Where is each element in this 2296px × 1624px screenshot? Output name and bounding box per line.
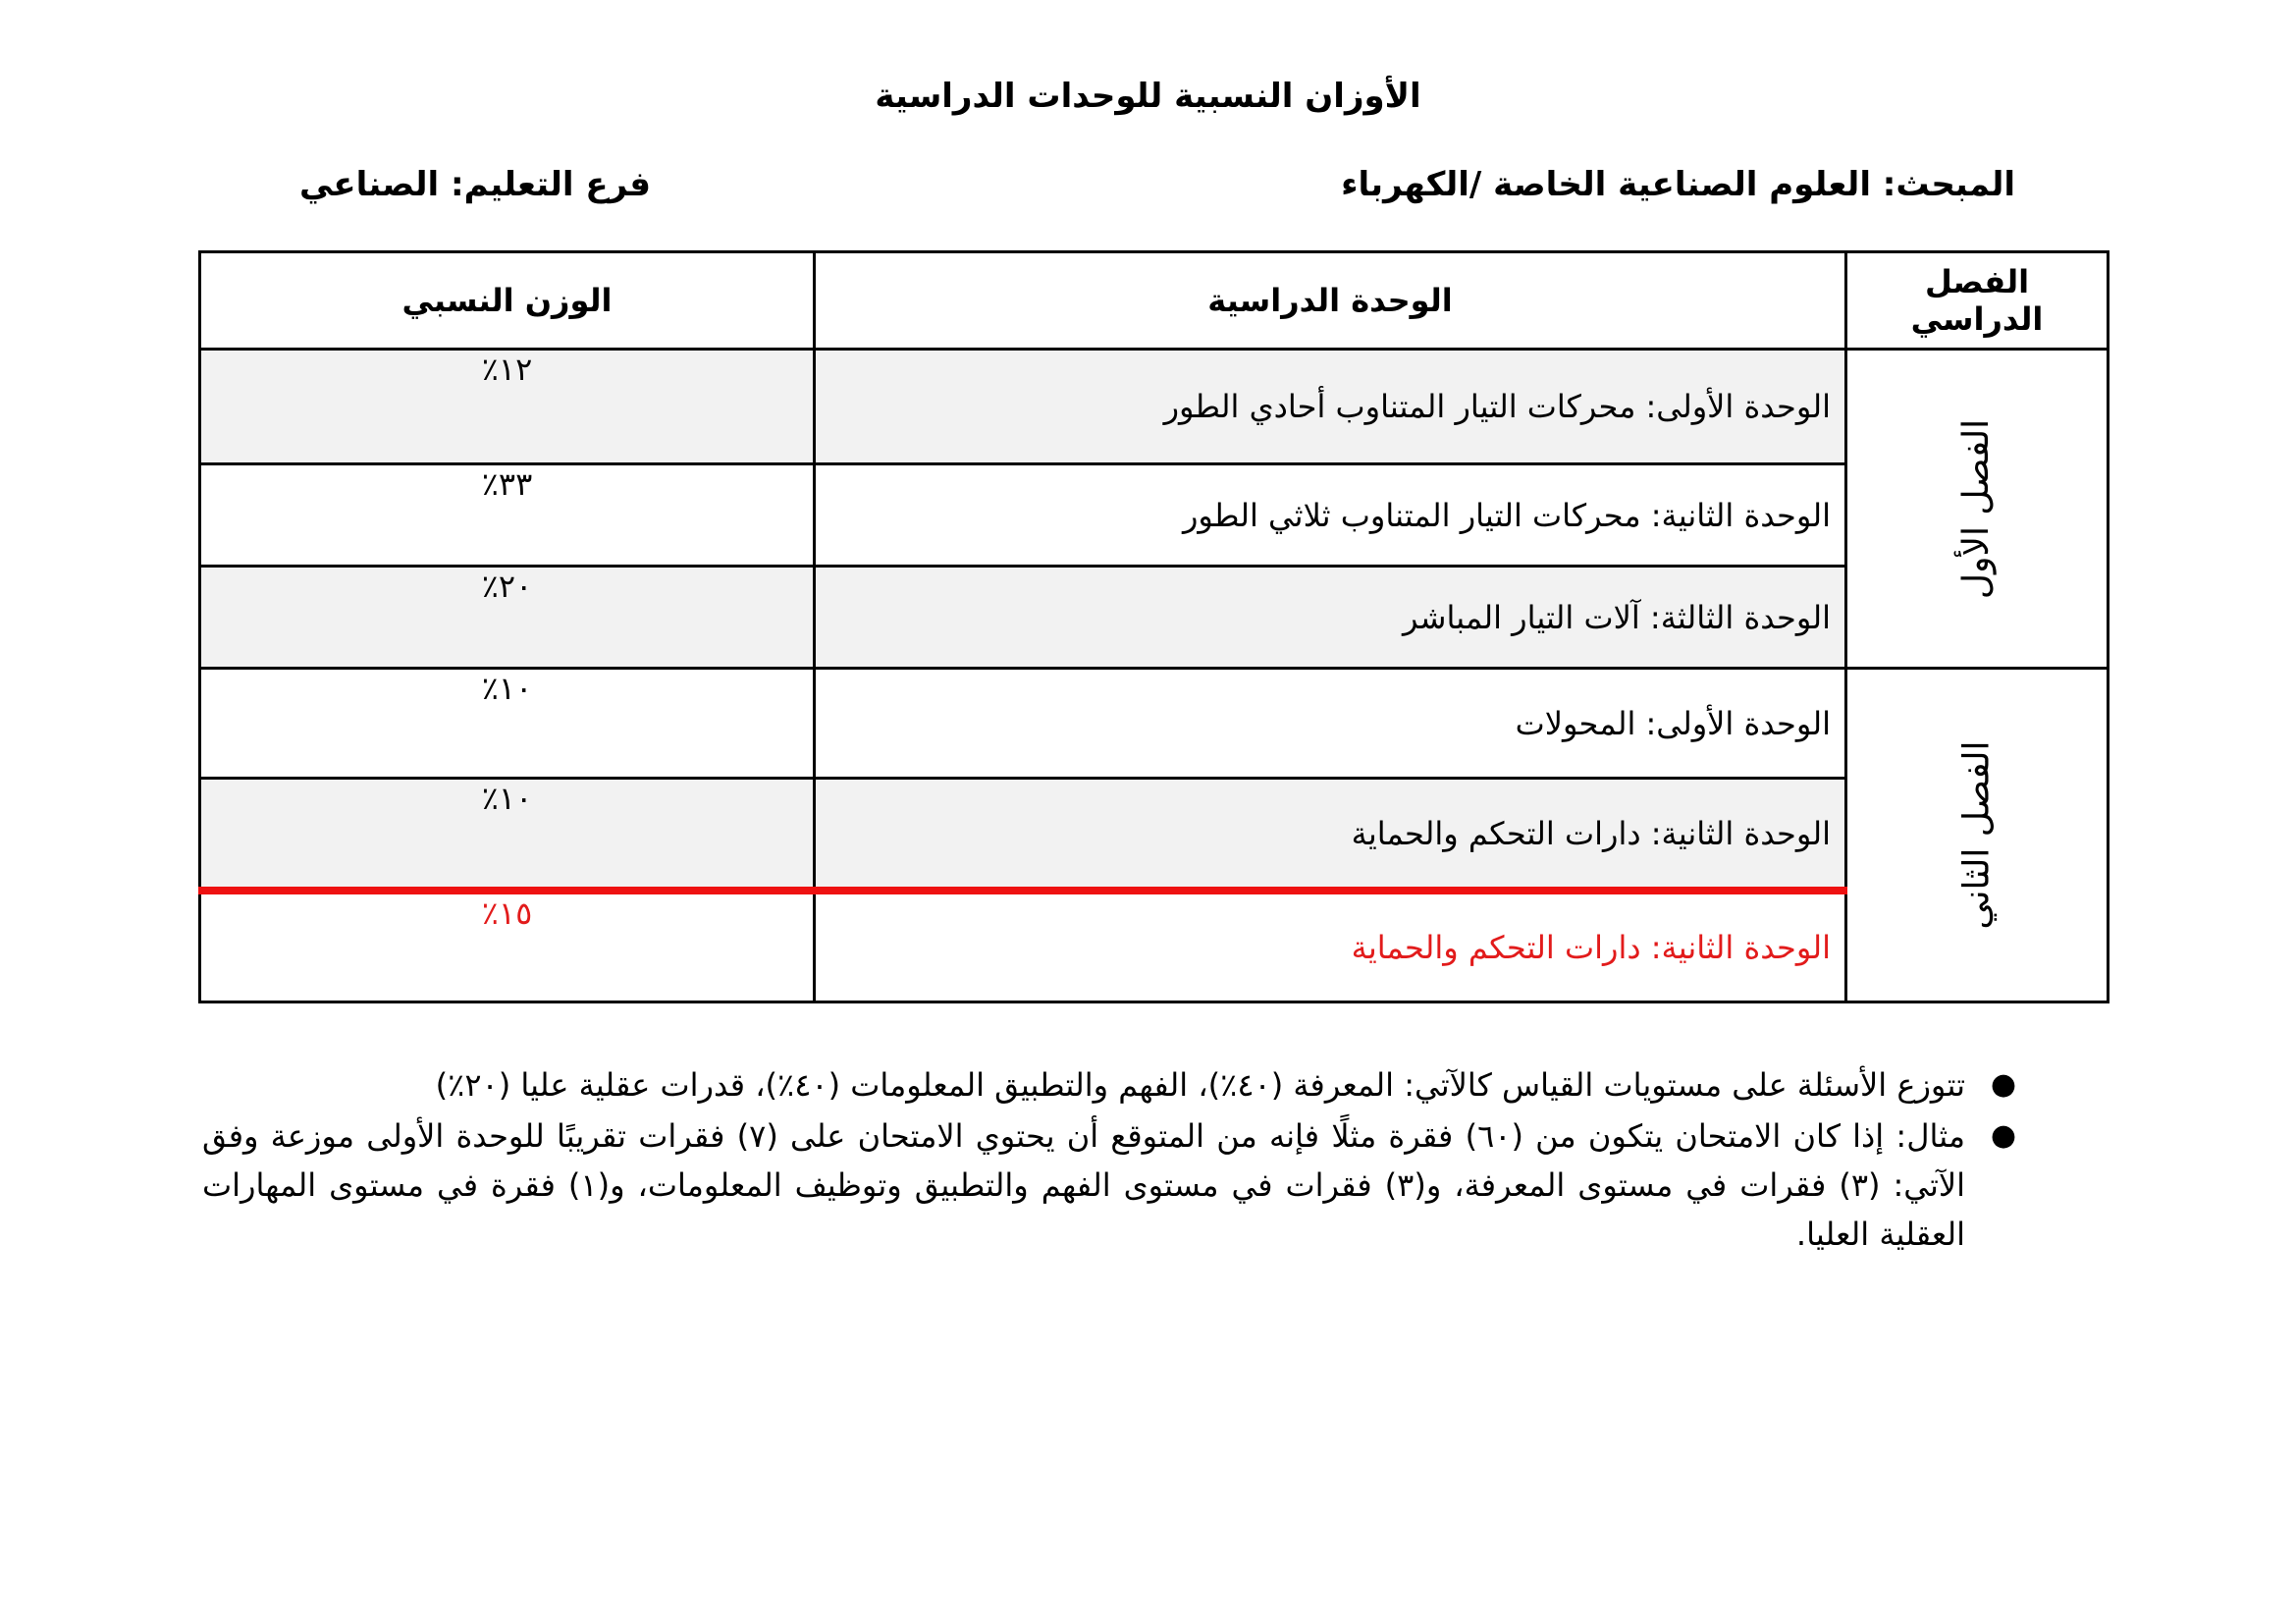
page-title: الأوزان النسبية للوحدات الدراسية xyxy=(875,77,1421,116)
table-row xyxy=(200,669,2109,779)
header-weight: الوزن النسبي xyxy=(200,252,815,350)
bullet-icon: ● xyxy=(1990,1067,2016,1102)
weight-cell-highlighted: ١٥٪ xyxy=(200,891,815,1002)
weight-cell: ١٠٪ xyxy=(200,779,815,892)
unit-cell: الوحدة الثالثة: آلات التيار المباشر xyxy=(815,567,1846,669)
table-row xyxy=(200,779,2109,892)
note-text: تتوزع الأسئلة على مستويات القياس كالآتي: المعرفة (٤٠٪)، الفهم والتطبيق المعلومات (٤٠٪)، قدرات عقلية عليا (٢٠٪) xyxy=(435,1066,1965,1104)
list-item xyxy=(202,1111,2016,1259)
list-item xyxy=(202,1060,2016,1110)
semester-label-second: الفصل الثاني xyxy=(1956,740,1998,930)
unit-cell: الوحدة الثانية: دارات التحكم والحماية xyxy=(815,779,1846,892)
bullet-icon: ● xyxy=(1990,1118,2016,1153)
table-header-row xyxy=(200,252,2109,350)
unit-cell: الوحدة الأولى: محركات التيار المتناوب أحادي الطور xyxy=(815,350,1846,464)
weight-cell: ٣٣٪ xyxy=(200,464,815,567)
weight-cell: ٢٠٪ xyxy=(200,567,815,669)
note-text: مثال: إذا كان الامتحان يتكون من (٦٠) فقرة مثلًا فإنه من المتوقع أن يحتوي الامتحان على (٧) فقرات تقريبًا للوحدة الأولى موزعة وفق الآتي: (٣) فقرات في مستوى المعرفة، و(٣) فقرات في مستوى الفهم والتطبيق وتوظيف المعلومات، و(١) فقرة في مستوى المهارات العقلية العليا. xyxy=(202,1117,1966,1253)
semester-label-first: الفصل الأول xyxy=(1956,418,1998,599)
weight-cell: ١٢٪ xyxy=(200,350,815,464)
unit-cell-highlighted: الوحدة الثانية: دارات التحكم والحماية xyxy=(815,891,1846,1002)
weights-table xyxy=(198,250,2109,1003)
header-semester: الفصل الدراسي xyxy=(1846,252,2109,350)
semester-cell-first xyxy=(1846,350,2109,669)
notes-list xyxy=(202,1060,2016,1261)
unit-cell: الوحدة الأولى: المحولات xyxy=(815,669,1846,779)
unit-cell: الوحدة الثانية: محركات التيار المتناوب ثلاثي الطور xyxy=(815,464,1846,567)
semester-cell-second xyxy=(1846,669,2109,1002)
table-row xyxy=(200,464,2109,567)
table-row xyxy=(200,350,2109,464)
table-row-highlighted xyxy=(200,891,2109,1002)
table-row xyxy=(200,567,2109,669)
header-unit: الوحدة الدراسية xyxy=(815,252,1846,350)
subject-label: المبحث: العلوم الصناعية الخاصة /الكهرباء xyxy=(1341,165,2015,204)
branch-label: فرع التعليم: الصناعي xyxy=(299,165,652,204)
weight-cell: ١٠٪ xyxy=(200,669,815,779)
